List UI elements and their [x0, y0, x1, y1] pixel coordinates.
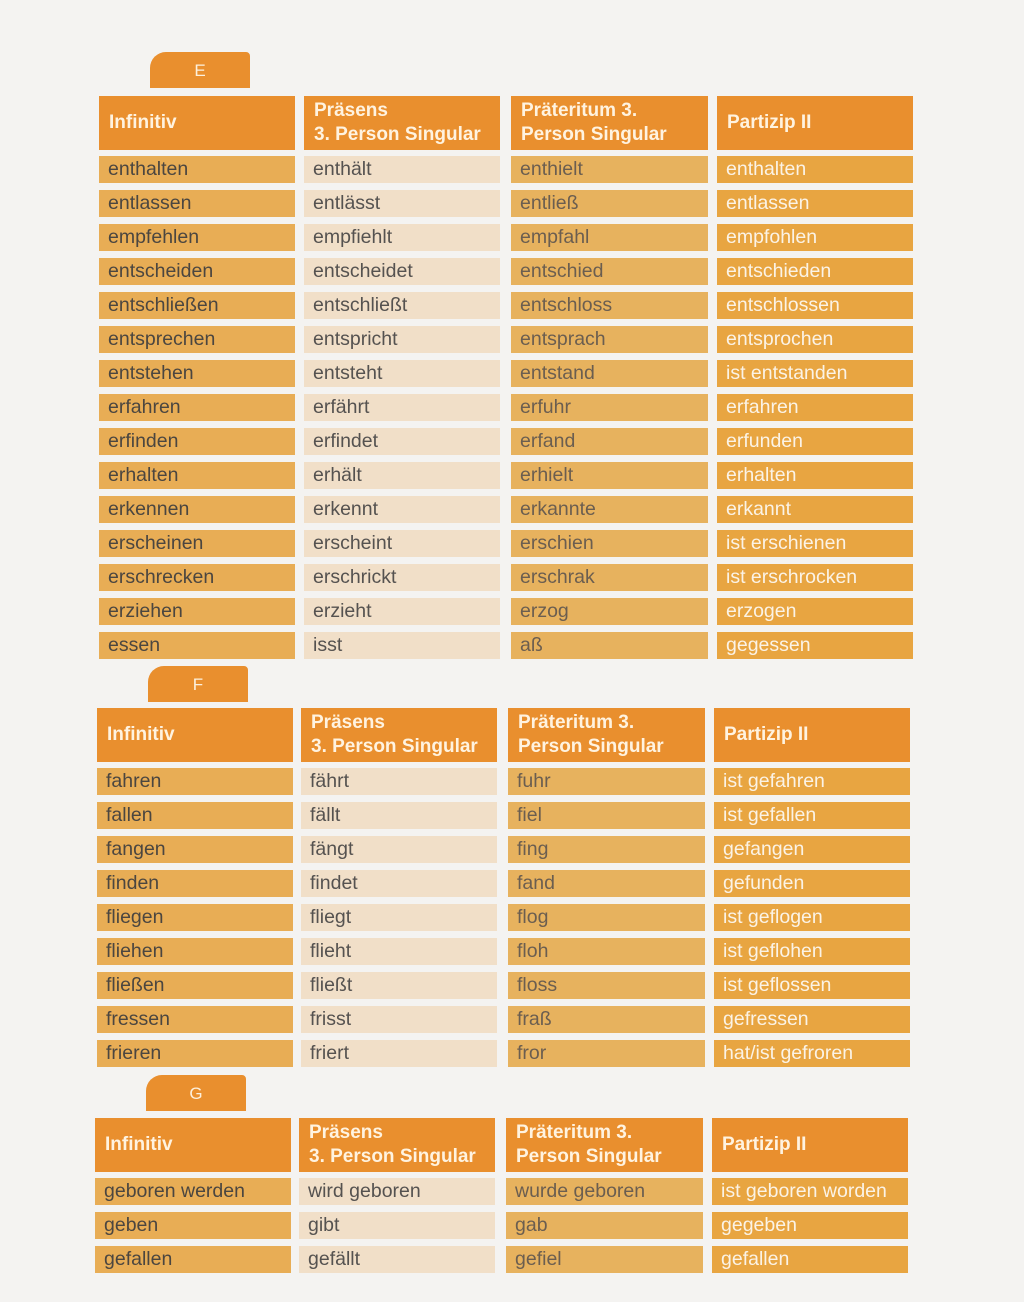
cell-praeteritum: enthielt — [511, 156, 708, 183]
cell-praeteritum: entsprach — [511, 326, 708, 353]
cell-praeteritum: erkannte — [511, 496, 708, 523]
cell-infinitiv: finden — [97, 870, 293, 897]
cell-infinitiv: essen — [99, 632, 295, 659]
cell-praesens: erscheint — [304, 530, 500, 557]
cell-partizip: ist geflohen — [714, 938, 910, 965]
cell-praeteritum: empfahl — [511, 224, 708, 251]
cell-partizip: erhalten — [717, 462, 913, 489]
cell-infinitiv: gefallen — [95, 1246, 291, 1273]
cell-partizip: erkannt — [717, 496, 913, 523]
header-label: Präteritum 3. — [518, 712, 635, 733]
cell-praeteritum: entschied — [511, 258, 708, 285]
cell-partizip: gefangen — [714, 836, 910, 863]
header-partizip — [714, 708, 910, 762]
header-praeteritum — [511, 96, 708, 150]
cell-praesens: fängt — [301, 836, 497, 863]
cell-praesens: wird geboren — [299, 1178, 495, 1205]
header-label: Person Singular — [518, 736, 664, 757]
header-infinitiv — [95, 1118, 291, 1172]
cell-praesens: erhält — [304, 462, 500, 489]
cell-partizip: entschieden — [717, 258, 913, 285]
header-praesens — [301, 708, 497, 762]
cell-partizip: gefunden — [714, 870, 910, 897]
cell-praeteritum: fand — [508, 870, 705, 897]
cell-partizip: entschlossen — [717, 292, 913, 319]
header-label: Person Singular — [521, 124, 667, 145]
cell-infinitiv: fallen — [97, 802, 293, 829]
cell-infinitiv: fangen — [97, 836, 293, 863]
cell-infinitiv: enthalten — [99, 156, 295, 183]
cell-praeteritum: erhielt — [511, 462, 708, 489]
cell-praeteritum: fraß — [508, 1006, 705, 1033]
cell-infinitiv: erziehen — [99, 598, 295, 625]
cell-infinitiv: entsprechen — [99, 326, 295, 353]
section-letter-tab: F — [148, 666, 248, 702]
section-letter-tab: E — [150, 52, 250, 88]
cell-praeteritum: aß — [511, 632, 708, 659]
cell-praesens: entsteht — [304, 360, 500, 387]
cell-infinitiv: fressen — [97, 1006, 293, 1033]
header-partizip — [712, 1118, 908, 1172]
cell-partizip: ist geboren worden — [712, 1178, 908, 1205]
header-partizip — [717, 96, 913, 150]
cell-praeteritum: gab — [506, 1212, 703, 1239]
cell-partizip: ist geflossen — [714, 972, 910, 999]
header-label: 3. Person Singular — [311, 736, 478, 757]
cell-praesens: friert — [301, 1040, 497, 1067]
header-label: 3. Person Singular — [309, 1146, 476, 1167]
cell-praesens: fällt — [301, 802, 497, 829]
cell-praeteritum: erzog — [511, 598, 708, 625]
cell-praesens: enthält — [304, 156, 500, 183]
cell-praeteritum: floh — [508, 938, 705, 965]
header-label: Präteritum 3. — [521, 100, 638, 121]
cell-praesens: flieht — [301, 938, 497, 965]
cell-partizip: gefressen — [714, 1006, 910, 1033]
header-label: Präsens — [309, 1122, 383, 1143]
cell-infinitiv: fahren — [97, 768, 293, 795]
cell-praeteritum: erschrak — [511, 564, 708, 591]
header-label: Präsens — [311, 712, 385, 733]
cell-praesens: erzieht — [304, 598, 500, 625]
cell-infinitiv: frieren — [97, 1040, 293, 1067]
cell-praeteritum: entschloss — [511, 292, 708, 319]
cell-praesens: fährt — [301, 768, 497, 795]
cell-partizip: hat/ist gefroren — [714, 1040, 910, 1067]
cell-infinitiv: fliegen — [97, 904, 293, 931]
header-infinitiv — [97, 708, 293, 762]
cell-partizip: ist erschrocken — [717, 564, 913, 591]
header-label: Infinitiv — [105, 1134, 173, 1155]
cell-partizip: entlassen — [717, 190, 913, 217]
cell-praesens: erfindet — [304, 428, 500, 455]
cell-partizip: ist gefallen — [714, 802, 910, 829]
header-label: Infinitiv — [109, 112, 177, 133]
cell-praeteritum: floss — [508, 972, 705, 999]
cell-infinitiv: fließen — [97, 972, 293, 999]
cell-praesens: entschließt — [304, 292, 500, 319]
cell-infinitiv: entscheiden — [99, 258, 295, 285]
cell-partizip: gegessen — [717, 632, 913, 659]
cell-praeteritum: flog — [508, 904, 705, 931]
cell-praeteritum: fing — [508, 836, 705, 863]
header-praesens — [304, 96, 500, 150]
header-praeteritum — [506, 1118, 703, 1172]
header-label: Partizip II — [722, 1134, 807, 1155]
cell-partizip: ist gefahren — [714, 768, 910, 795]
header-label: Präteritum 3. — [516, 1122, 633, 1143]
cell-praeteritum: wurde geboren — [506, 1178, 703, 1205]
cell-praesens: entspricht — [304, 326, 500, 353]
header-praeteritum — [508, 708, 705, 762]
cell-praeteritum: fror — [508, 1040, 705, 1067]
cell-partizip: erfunden — [717, 428, 913, 455]
cell-infinitiv: geben — [95, 1212, 291, 1239]
cell-infinitiv: erfahren — [99, 394, 295, 421]
cell-infinitiv: erkennen — [99, 496, 295, 523]
cell-praeteritum: fiel — [508, 802, 705, 829]
cell-infinitiv: entschließen — [99, 292, 295, 319]
header-label: 3. Person Singular — [314, 124, 481, 145]
header-label: Person Singular — [516, 1146, 662, 1167]
cell-infinitiv: erhalten — [99, 462, 295, 489]
cell-praeteritum: erfand — [511, 428, 708, 455]
cell-infinitiv: fliehen — [97, 938, 293, 965]
header-praesens — [299, 1118, 495, 1172]
cell-praesens: erkennt — [304, 496, 500, 523]
cell-praeteritum: erschien — [511, 530, 708, 557]
cell-partizip: erzogen — [717, 598, 913, 625]
cell-praesens: findet — [301, 870, 497, 897]
header-label: Präsens — [314, 100, 388, 121]
cell-praesens: gefällt — [299, 1246, 495, 1273]
cell-praesens: erschrickt — [304, 564, 500, 591]
section-letter-tab: G — [146, 1075, 246, 1111]
cell-praesens: entscheidet — [304, 258, 500, 285]
cell-praesens: empfiehlt — [304, 224, 500, 251]
cell-praesens: fließt — [301, 972, 497, 999]
cell-infinitiv: erscheinen — [99, 530, 295, 557]
header-label: Partizip II — [727, 112, 812, 133]
cell-praeteritum: fuhr — [508, 768, 705, 795]
cell-praeteritum: gefiel — [506, 1246, 703, 1273]
cell-infinitiv: entlassen — [99, 190, 295, 217]
cell-praeteritum: erfuhr — [511, 394, 708, 421]
cell-infinitiv: geboren werden — [95, 1178, 291, 1205]
cell-praeteritum: entstand — [511, 360, 708, 387]
cell-partizip: empfohlen — [717, 224, 913, 251]
header-label: Partizip II — [724, 724, 809, 745]
cell-praesens: gibt — [299, 1212, 495, 1239]
cell-praesens: entlässt — [304, 190, 500, 217]
cell-infinitiv: erschrecken — [99, 564, 295, 591]
cell-praesens: isst — [304, 632, 500, 659]
cell-infinitiv: entstehen — [99, 360, 295, 387]
cell-infinitiv: erfinden — [99, 428, 295, 455]
cell-partizip: enthalten — [717, 156, 913, 183]
cell-partizip: erfahren — [717, 394, 913, 421]
cell-partizip: ist geflogen — [714, 904, 910, 931]
header-label: Infinitiv — [107, 724, 175, 745]
cell-infinitiv: empfehlen — [99, 224, 295, 251]
cell-praesens: fliegt — [301, 904, 497, 931]
cell-partizip: ist erschienen — [717, 530, 913, 557]
cell-praeteritum: entließ — [511, 190, 708, 217]
cell-partizip: entsprochen — [717, 326, 913, 353]
header-infinitiv — [99, 96, 295, 150]
cell-partizip: gefallen — [712, 1246, 908, 1273]
cell-partizip: ist entstanden — [717, 360, 913, 387]
cell-praesens: erfährt — [304, 394, 500, 421]
cell-partizip: gegeben — [712, 1212, 908, 1239]
cell-praesens: frisst — [301, 1006, 497, 1033]
